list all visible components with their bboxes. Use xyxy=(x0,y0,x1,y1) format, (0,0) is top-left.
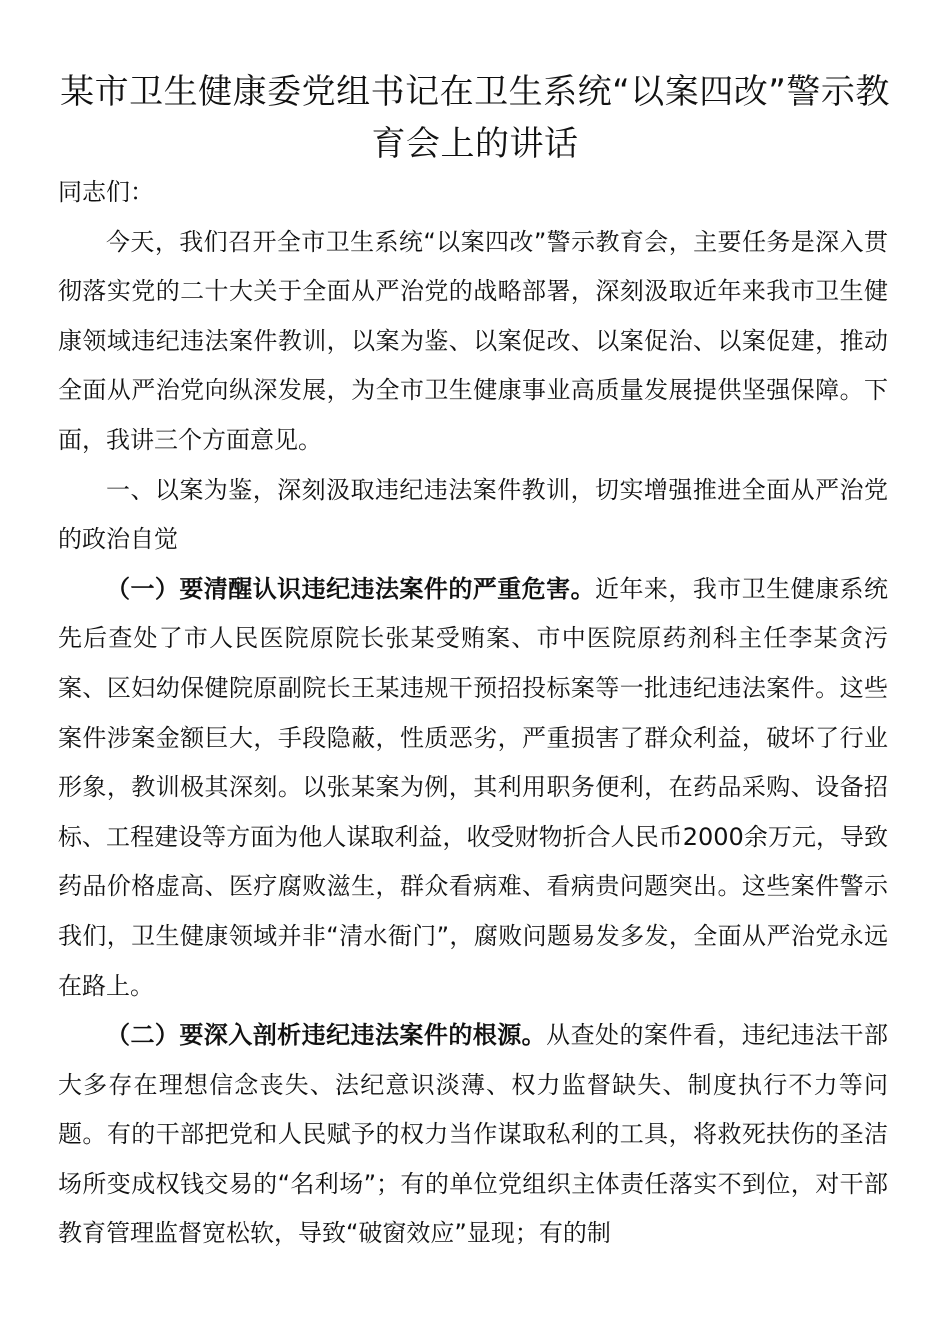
subsection-heading-two: （二）要深入剖析违纪违法案件的根源。 xyxy=(106,1021,547,1050)
paragraph-intro: 今天，我们召开全市卫生系统“以案四改”警示教育会，主要任务是深入贯彻落实党的二十大关于全面从严治党的战略部署，深刻汲取近年来我市卫生健康领域违纪违法案件教训，以案为鉴、以案促改、以案促治、以案促建，推动全面从严治党向纵深发展，为全市卫生健康事业高质量发展提供坚强保障。下面，我讲三个方面意见。 xyxy=(58,227,888,454)
paragraph-subsection-two xyxy=(58,1011,888,1259)
subsection-heading-one: （一）要清醒认识违纪违法案件的严重危害。 xyxy=(106,574,596,603)
greeting: 同志们： xyxy=(58,178,154,206)
section-heading-one: 一、以案为鉴，深刻汲取违纪违法案件教训，切实增强推进全面从严治党的政治自觉 xyxy=(58,475,888,554)
document-body xyxy=(58,168,888,1259)
subsection-text-one: 近年来，我市卫生健康系统先后查处了市人民医院原院长张某受贿案、市中医院原药剂科主任李某贪污案、区妇幼保健院原副院长王某违规干预招投标案等一批违纪违法案件。这些案件涉案金额巨大，手段隐蔽，性质恶劣，严重损害了群众利益，破坏了行业形象，教训极其深刻。以张某案为例，其利用职务便利，在药品采购、设备招标、工程建设等方面为他人谋取利益，收受财物折合人民币2000余万元，导致药品价格虚高、医疗腐败滋生，群众看病难、看病贵问题突出。这些案件警示我们，卫生健康领域并非“清水衙门”，腐败问题易发多发，全面从严治党永远在路上。 xyxy=(58,574,888,1000)
subsection-text-two: 从查处的案件看，违纪违法干部大多存在理想信念丧失、法纪意识淡薄、权力监督缺失、制度执行不力等问题。有的干部把党和人民赋予的权力当作谋取私利的工具，将救死扶伤的圣洁场所变成权钱交易的“名利场”；有的单位党组织主体责任落实不到位，对干部教育管理监督宽松软，导致“破窗效应”显现；有的制 xyxy=(58,1021,889,1248)
paragraph-subsection-one xyxy=(58,565,888,1011)
document-title: 某市卫生健康委党组书记在卫生系统“以案四改”警示教育会上的讲话 xyxy=(60,72,890,164)
